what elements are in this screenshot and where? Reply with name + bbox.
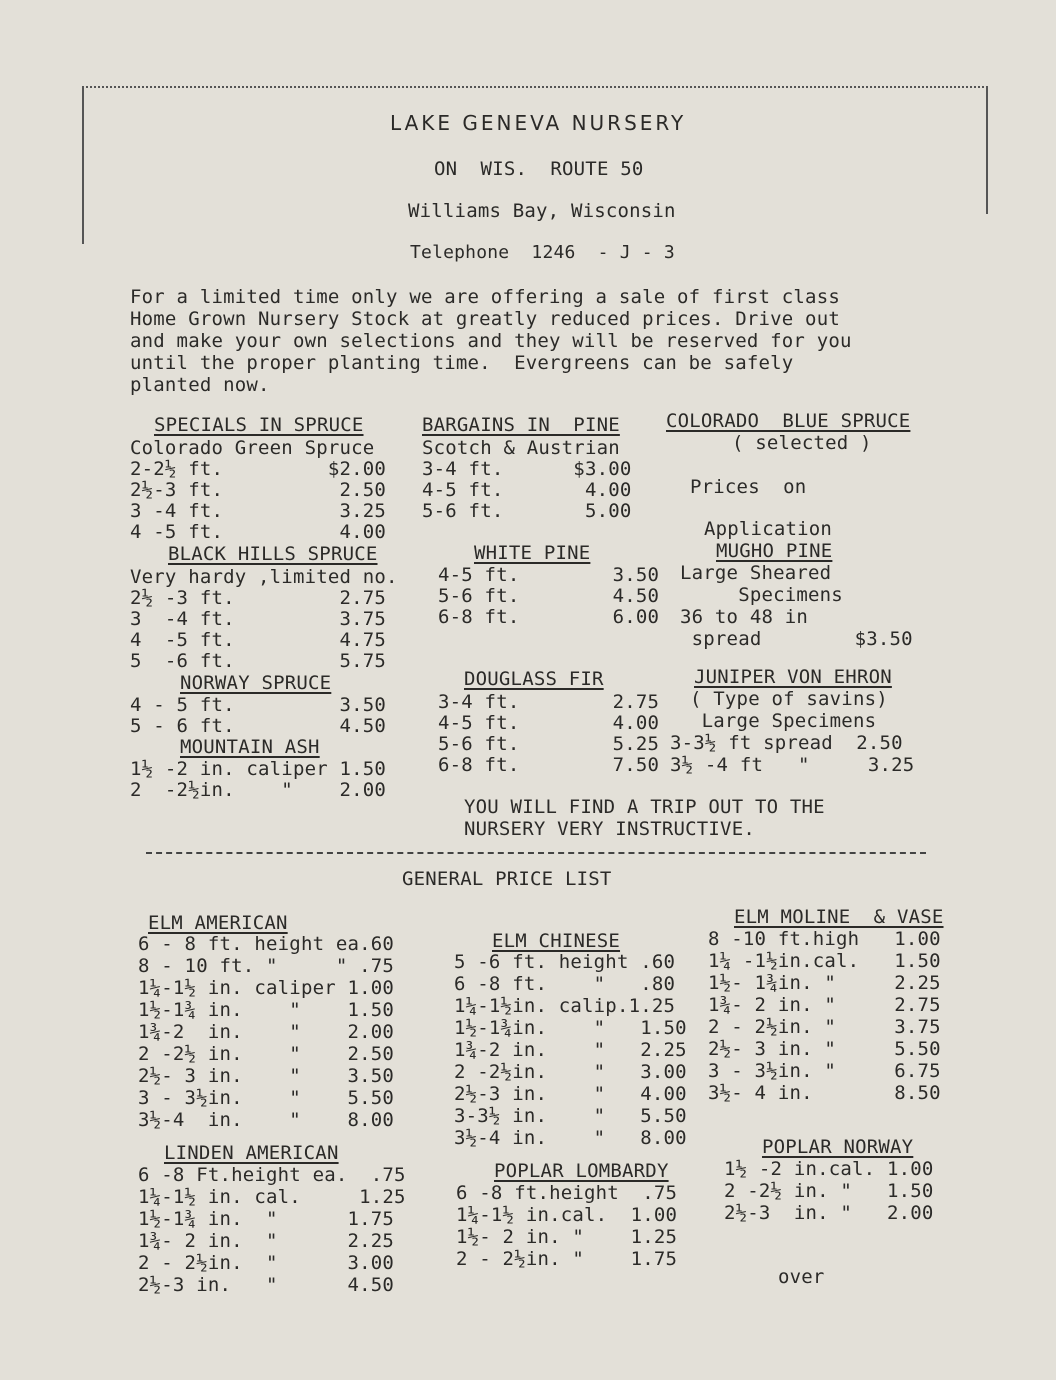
section-heading: COLORADO BLUE SPRUCE (666, 410, 911, 432)
price-row: 3½- 4 in. 8.50 (708, 1082, 941, 1104)
left-border-line (82, 86, 84, 244)
price-row: 5-6 ft. 5.25 (438, 733, 660, 755)
section-heading: BLACK HILLS SPRUCE (168, 543, 378, 565)
section-heading: ELM AMERICAN (148, 912, 288, 934)
price-row: 1½ -2 in. caliper 1.50 (130, 758, 387, 780)
route-line: ON WIS. ROUTE 50 (434, 158, 644, 180)
price-row: 4-5 ft. 4.00 (422, 479, 632, 501)
price-row: 3½-4 in. " 8.00 (454, 1127, 687, 1149)
price-row: 5 - 6 ft. 4.50 (130, 715, 387, 737)
price-row: 8 -10 ft.high 1.00 (708, 928, 941, 950)
price-row: 3 -4 ft. 3.75 (130, 608, 387, 630)
price-row: 2½-3 in. " 4.50 (138, 1274, 395, 1296)
price-row: 3-3½ ft spread 2.50 (670, 732, 903, 754)
section-heading: MOUNTAIN ASH (180, 736, 320, 758)
section-heading: JUNIPER VON EHRON (694, 666, 892, 688)
trip-note-line: NURSERY VERY INSTRUCTIVE. (464, 818, 755, 840)
price-row: 2 - 2½in. " 3.00 (138, 1252, 395, 1274)
intro-line: and make your own selections and they will be reserved for you (130, 330, 852, 352)
price-row: 5 -6 ft. 5.75 (130, 650, 387, 672)
telephone-line: Telephone 1246 - J - 3 (410, 242, 675, 263)
price-row: 4-5 ft. 4.00 (438, 712, 660, 734)
price-row: 2 - 2½in. " 3.75 (708, 1016, 941, 1038)
nursery-title: LAKE GENEVA NURSERY (390, 111, 687, 135)
price-row: 3 -4 ft. 3.25 (130, 500, 387, 522)
price-row: 1¼-1½in. calip.1.25 (454, 995, 676, 1017)
price-row: 36 to 48 in (680, 606, 809, 628)
over-note: over (778, 1266, 825, 1288)
intro-line: planted now. (130, 374, 270, 396)
price-row: 2 -2½in. " 2.00 (130, 779, 387, 801)
location-line: Williams Bay, Wisconsin (408, 200, 676, 222)
price-row: 5-6 ft. 4.50 (438, 585, 660, 607)
price-row: 1¼-1½ in.cal. 1.00 (456, 1204, 678, 1226)
price-row: Very hardy ,limited no. (130, 566, 398, 588)
price-row: 6 - 8 ft. height ea.60 (138, 933, 395, 955)
price-row: 8 - 10 ft. " " .75 (138, 955, 395, 977)
price-row: Large Sheared (680, 562, 832, 584)
price-row: 4-5 ft. 3.50 (438, 564, 660, 586)
price-row: Scotch & Austrian (422, 437, 620, 459)
section-heading: DOUGLASS FIR (464, 668, 604, 690)
price-row: 2½-3 in. " 4.00 (454, 1083, 687, 1105)
section-heading: ELM CHINESE (492, 930, 621, 952)
price-row: 1½-1¾in. " 1.50 (454, 1017, 687, 1039)
price-row: 3-4 ft. 2.75 (438, 691, 660, 713)
price-row: 2 - 2½in. " 1.75 (456, 1248, 678, 1270)
selected-note: ( selected ) (732, 432, 872, 454)
price-row: Specimens (680, 584, 843, 606)
general-price-list-title: GENERAL PRICE LIST (402, 868, 612, 890)
application-note: Application (704, 518, 833, 540)
price-row: 2½- 3 in. " 3.50 (138, 1065, 395, 1087)
section-heading: BARGAINS IN PINE (422, 414, 620, 436)
price-row: 4 -5 ft. 4.75 (130, 629, 387, 651)
price-row: ( Type of savins) (690, 688, 888, 710)
price-row: Large Specimens (690, 710, 877, 732)
price-row: 1½-1¾ in. " 1.75 (138, 1208, 395, 1230)
price-row: 6 -8 ft.height .75 (456, 1182, 678, 1204)
price-row: 3-3½ in. " 5.50 (454, 1105, 687, 1127)
right-border-line (986, 86, 988, 214)
price-row: 1½- 1¾in. " 2.25 (708, 972, 941, 994)
price-row: 1½ -2 in.cal. 1.00 (724, 1158, 934, 1180)
section-heading: MUGHO PINE (716, 540, 833, 562)
price-row: 1¼ -1½in.cal. 1.50 (708, 950, 941, 972)
price-row: 2-2½ ft. $2.00 (130, 458, 387, 480)
price-row: 3-4 ft. $3.00 (422, 458, 632, 480)
section-heading: SPECIALS IN SPRUCE (154, 414, 364, 436)
price-row: 6 -8 ft. " .80 (454, 973, 676, 995)
top-border-line (82, 86, 988, 88)
price-row: 4 - 5 ft. 3.50 (130, 694, 387, 716)
intro-line: until the proper planting time. Evergreens can be safely (130, 352, 794, 374)
price-row: 3 - 3½in. " 5.50 (138, 1087, 395, 1109)
section-divider (146, 852, 926, 854)
section-heading: NORWAY SPRUCE (180, 672, 332, 694)
trip-note-line: YOU WILL FIND A TRIP OUT TO THE (464, 796, 825, 818)
price-row: 6-8 ft. 6.00 (438, 606, 660, 628)
price-row: 2½-3 in. " 2.00 (724, 1202, 934, 1224)
intro-line: For a limited time only we are offering a sale of first class (130, 286, 840, 308)
price-row: 2 -2½ in. " 2.50 (138, 1043, 395, 1065)
prices-on-note: Prices on (690, 476, 807, 498)
price-row: 1¾- 2 in. " 2.75 (708, 994, 941, 1016)
price-row: 2½-3 ft. 2.50 (130, 479, 387, 501)
price-row: 1¾- 2 in. " 2.25 (138, 1230, 395, 1252)
section-heading: LINDEN AMERICAN (164, 1142, 339, 1164)
price-row: 5-6 ft. 5.00 (422, 500, 632, 522)
price-row: 2½- 3 in. " 5.50 (708, 1038, 941, 1060)
price-row: 1¼-1½ in. caliper 1.00 (138, 977, 395, 999)
price-row: 1¼-1½ in. cal. 1.25 (138, 1186, 406, 1208)
price-row: 1½-1¾ in. " 1.50 (138, 999, 395, 1021)
price-row: 3½-4 in. " 8.00 (138, 1109, 395, 1131)
price-row: 1¾-2 in. " 2.00 (138, 1021, 395, 1043)
section-heading: POPLAR NORWAY (762, 1136, 914, 1158)
section-heading: WHITE PINE (474, 542, 591, 564)
price-row: 2½ -3 ft. 2.75 (130, 587, 387, 609)
price-row: 4 -5 ft. 4.00 (130, 521, 387, 543)
price-row: spread $3.50 (680, 628, 913, 650)
section-heading: POPLAR LOMBARDY (494, 1160, 669, 1182)
price-row: Colorado Green Spruce (130, 437, 375, 459)
price-row: 2 -2½in. " 3.00 (454, 1061, 687, 1083)
price-row: 6-8 ft. 7.50 (438, 754, 660, 776)
intro-line: Home Grown Nursery Stock at greatly reduced prices. Drive out (130, 308, 840, 330)
price-row: 3 - 3½in. " 6.75 (708, 1060, 941, 1082)
section-heading: ELM MOLINE & VASE (734, 906, 944, 928)
price-row: 2 -2½ in. " 1.50 (724, 1180, 934, 1202)
price-row: 6 -8 Ft.height ea. .75 (138, 1164, 406, 1186)
price-row: 1½- 2 in. " 1.25 (456, 1226, 678, 1248)
price-row: 1¾-2 in. " 2.25 (454, 1039, 687, 1061)
price-row: 5 -6 ft. height .60 (454, 951, 676, 973)
price-row: 3½ -4 ft " 3.25 (670, 754, 915, 776)
